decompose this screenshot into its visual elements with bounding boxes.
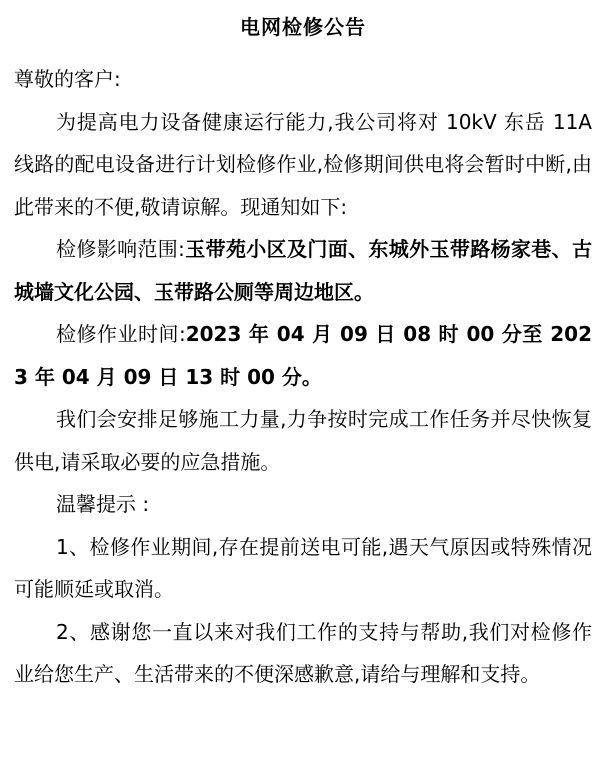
time-paragraph [14,313,592,398]
intro-paragraph: 为提高电力设备健康运行能力,我公司将对 10kV 东岳 11A 线路的配电设备进行计划检修作业,检修期间供电将会暂时中断,由此带来的不便,敬请谅解。现通知如下: [14,109,592,219]
tips-heading: 温馨提示 : [56,492,150,516]
notice-title: 电网检修公告 [240,15,366,39]
scope-label: 检修影响范围: [56,237,185,261]
salutation: 尊敬的客户: [14,67,121,91]
tip-item-1: 1、检修作业期间,存在提前送电可能,遇天气原因或特殊情况可能顺延或取消。 [14,534,592,601]
tip-item-2: 2、感谢您一直以来对我们工作的支持与帮助,我们对检修作业给您生产、生活带来的不便深感歉意,请给与理解和支持。 [14,619,592,686]
time-label: 检修作业时间: [56,322,186,346]
scope-value: 玉带苑小区及门面、东城外玉带路杨家巷、古城墙文化公园、玉带路公厕等周边地区。 [14,237,592,304]
time-value: 2023 年 04 月 09 日 08 时 00 分至 2023 年 04 月 09 日 13 时 00 分。 [14,322,592,389]
scope-paragraph [14,228,592,313]
arrangement-paragraph: 我们会安排足够施工力量,力争按时完成工作任务并尽快恢复供电,请采取必要的应急措施。 [14,407,592,474]
